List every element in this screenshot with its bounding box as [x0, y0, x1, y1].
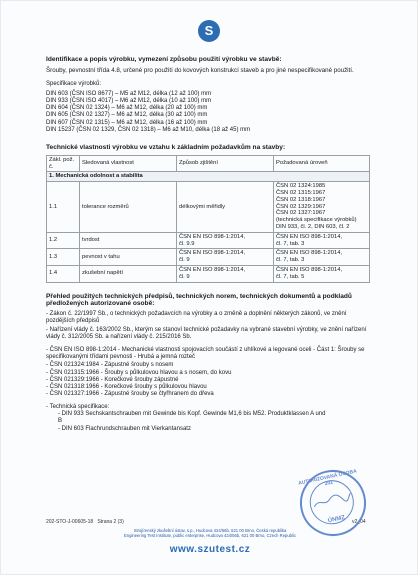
cell-no: 1.1 — [47, 182, 80, 233]
szu-logo: S — [198, 20, 220, 42]
org-address — [120, 528, 300, 538]
spec-item: DIN 607 (ČSN 02 1315) – M6 až M12, délka (16 až 100) mm — [46, 119, 208, 126]
list-item: - ČSN 021327:1966 - Zápustné šrouby se čtyřhranem do dřeva — [46, 391, 214, 398]
table-row — [47, 232, 370, 249]
list-item-text: ČSN EN ISO 898-1:2014 - Mechanické vlastnosti spojovacích součástí z uhlíkové a legované oceli - Část 1: Šrouby se specifikovanými třídami pevnosti - Hrubá a jemná rozteč — [46, 346, 365, 360]
cell-level: ČSN EN ISO 898-1:2014, čl. 7, tab. 3 — [274, 249, 370, 266]
list-item: - ČSN EN ISO 898-1:2014 - Mechanické vlastnosti spojovacích součástí z uhlíkové a legované oceli - Část 1: Šrouby se specifikovanými třídami pevnosti - Hrubá a jemná rozteč — [46, 346, 365, 360]
org-line-cz: Strojírenský zkušební ústav, s.p., Hudcova 424/56b, 621 00 Brno, Česká republika — [133, 528, 287, 533]
spec-label: Specifikace výrobků: — [46, 81, 102, 87]
col-header: Zákl. pož. č. — [47, 155, 80, 172]
section-title-properties: Technické vlastnosti výrobku ve vztahu k základním požadavkům na stavby: — [46, 143, 286, 151]
group-label: 1. Mechanická odolnost a stabilita — [47, 172, 370, 182]
col-header: Sledovaná vlastnost — [80, 155, 177, 172]
stamp-top-text: AUTORIZOVANÁ OSOBA 202 — [297, 468, 358, 488]
version-label: v2_04 — [352, 519, 366, 525]
list-item-text: ČSN 021318:1966 - Korečkové šrouby s půlkulovou hlavou — [49, 384, 207, 391]
table-group-row — [47, 172, 370, 182]
tech-spec-label: Technická specifikace: — [49, 403, 110, 410]
list-item-text: Nařízení vlády č. 163/2002 Sb., kterým se stanoví technické požadavky na vybrané stavební výrobky, ve znění nařízení vlády č. 312/2005 Sb. a nařízení vlády č. 215/2016 Sb. — [46, 327, 367, 341]
table-row — [47, 265, 370, 282]
list-item: - Technická specifikace: — [46, 403, 110, 410]
list-item: - ČSN 021329:1966 - Korečkové šrouby zápustné — [46, 376, 179, 383]
spec-item: DIN 605 (ČSN 02 1327) – M6 až M12, délka (30 až 100) mm — [46, 112, 208, 119]
cell-method: ČSN EN ISO 898-1:2014, čl. 9 — [177, 249, 274, 266]
spec-item: DIN 603 (ČSN ISO 8677) – M5 až M12, délka (12 až 100) mm — [46, 91, 212, 98]
list-item: - Nařízení vlády č. 163/2002 Sb., kterým se stanoví technické požadavky na vybrané stavební výrobky, ve znění nařízení vlády č. 312/2005 Sb. a nařízení vlády č. 215/2016 Sb. — [46, 327, 367, 341]
table-row — [47, 182, 370, 233]
list-item-text: ČSN 021329:1966 - Korečkové šrouby zápustné — [49, 376, 179, 383]
cell-no: 1.4 — [47, 265, 80, 282]
org-line-en: Engineering Test Institute, public enterprise, Hudcova 424/56b, 621 00 Brno, Czech Republic — [124, 533, 296, 538]
section-title-identification: Identifikace a popis výrobku, vymezení způsobu použití výrobku ve stavbě: — [46, 56, 282, 63]
spec-list — [46, 91, 370, 134]
col-header: Způsob zjištění — [177, 155, 274, 172]
website-url: www.szutest.cz — [169, 544, 251, 555]
cell-property: tolerance rozměrů — [80, 182, 177, 233]
cell-property: zkušební napětí — [80, 265, 177, 282]
cell-no: 1.2 — [47, 232, 80, 249]
document-body — [46, 56, 370, 433]
section-title-regulations: Přehled použitých technických předpisů, technických norem, technických dokumentů a podkladů předložených autorizované osobě: — [46, 292, 352, 307]
cell-level: ČSN EN ISO 898-1:2014, čl. 7, tab. 5 — [274, 265, 370, 282]
properties-table — [46, 155, 370, 283]
list-item: - ČSN 021318:1966 - Korečkové šrouby s půlkulovou hlavou — [46, 384, 207, 391]
stamp-bottom-text: ÚNMZ — [327, 514, 346, 525]
list-item: - ČSN 021315:1966 - Šrouby s půlkulovou hlavou a s nosem, do kovu — [46, 369, 232, 376]
tech-spec-item: - DIN 603 Flachrundschrauben mit Vierkantansatz — [58, 425, 191, 432]
list-item-text: ČSN 021327:1966 - Zápustné šrouby se čtyřhranem do dřeva — [49, 391, 214, 398]
tech-spec-item: - DIN 933 Sechskantschrauben mit Gewinde bis Kopf. Gewinde M1,6 bis M52. Produktklassen A und B — [58, 411, 326, 425]
col-header: Požadovaná úroveň — [274, 155, 370, 172]
cell-method: délkovými měřidly — [177, 182, 274, 233]
cell-no: 1.3 — [47, 249, 80, 266]
authorization-stamp — [294, 464, 372, 542]
cell-method: ČSN EN ISO 898-1:2014, čl. 9 — [177, 265, 274, 282]
footer-doc-ref — [46, 519, 124, 525]
page-number: Strana 2 (3) — [97, 519, 124, 525]
spec-item: DIN 604 (ČSN 02 1324) – M6 až M12, délka (20 až 100) mm — [46, 105, 208, 112]
cell-method: ČSN EN ISO 898-1:2014, čl. 9.9 — [177, 232, 274, 249]
spec-item: DIN 15237 (ČSN 02 1329, ČSN 02 1318) – M6 až M10, délka (18 až 45) mm — [46, 126, 251, 133]
cell-property: pevnost v tahu — [80, 249, 177, 266]
cell-level: ČSN EN ISO 898-1:2014, čl. 7, tab. 3 — [274, 232, 370, 249]
list-item-text: Zákon č. 22/1997 Sb., o technických požadavcích na výrobky a o změně a doplnění některých zákonů, ve znění pozdějších předpisů — [46, 310, 347, 324]
list-item-text: ČSN 021324:1984 - Zápustné šrouby s nosem — [49, 362, 174, 369]
product-description: Šrouby, pevnostní třída 4.8, určené pro použití do kovových konstrukcí staveb a pro jiné nespecifikované použití. — [46, 67, 354, 74]
cell-level: ČSN 02 1324:1985 ČSN 02 1315:1967 ČSN 02 1318:1967 ČSN 02 1329:1967 ČSN 02 1327:1967 (technická specifikace výrobků) DIN 933, čl. 2, DIN 603, čl. 2 — [274, 182, 370, 233]
list-item: - Zákon č. 22/1997 Sb., o technických požadavcích na výrobky a o změně a doplnění některých zákonů, ve znění pozdějších předpisů — [46, 310, 347, 324]
spec-item: DIN 933 (ČSN ISO 4017) – M6 až M12, délka (10 až 100) mm — [46, 98, 212, 105]
list-item: - ČSN 021324:1984 - Zápustné šrouby s nosem — [46, 362, 174, 369]
list-item-text: ČSN 021315:1966 - Šrouby s půlkulovou hlavou a s nosem, do kovu — [49, 369, 232, 376]
table-header-row — [47, 155, 370, 172]
cell-property: tvrdost — [80, 232, 177, 249]
regulations-list — [46, 311, 370, 433]
table-row — [47, 249, 370, 266]
doc-id: 202-STO-J-00605-18 — [46, 519, 94, 525]
